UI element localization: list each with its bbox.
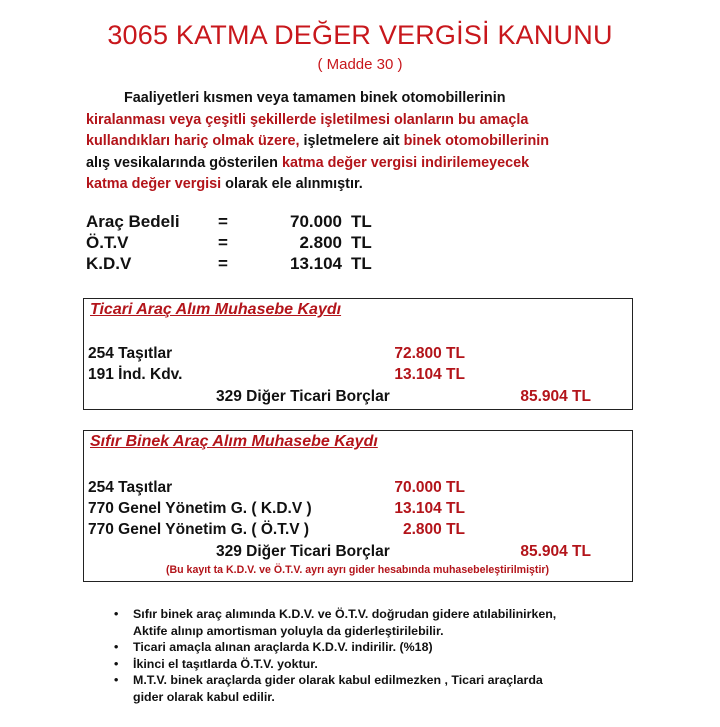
value-label: K.D.V	[86, 254, 132, 273]
list-item	[114, 639, 674, 656]
intro-line-5	[86, 174, 646, 196]
credit-amount: 85.904 TL	[520, 543, 591, 560]
intro-line-5-red: katma değer vergisi	[86, 176, 222, 192]
debit-amount: 2.800 TL	[402, 521, 465, 538]
bullet-icon: •	[114, 640, 119, 654]
value-equals: =	[218, 233, 228, 252]
ticari-record-title: Ticari Araç Alım Muhasebe Kaydı	[90, 301, 342, 318]
value-amount: 13.104	[290, 254, 342, 273]
value-row	[86, 212, 386, 233]
value-equals: =	[218, 212, 228, 231]
value-label: Araç Bedeli	[86, 212, 180, 231]
bullet-icon: •	[114, 607, 119, 621]
value-equals: =	[218, 254, 228, 273]
intro-line-5-black: olarak ele alınmıştır.	[221, 176, 363, 192]
article-subtitle: ( Madde 30 )	[317, 56, 403, 73]
value-currency: TL	[351, 254, 372, 273]
intro-line-3-black: işletmelere ait	[299, 133, 404, 149]
intro-line-1: Faaliyetleri kısmen veya tamamen binek otomobillerinin	[124, 90, 506, 106]
debit-amount: 13.104 TL	[394, 366, 465, 383]
value-currency: TL	[351, 212, 372, 231]
list-item	[114, 672, 674, 705]
list-item-line: Ticari amaçla alınan araçlarda K.D.V. indirilir. (%18)	[133, 640, 433, 654]
debit-amount: 72.800 TL	[394, 345, 465, 362]
intro-line-2: kiralanması veya çeşitli şekillerde işletilmesi olanların bu amaçla	[86, 111, 529, 128]
value-amount: 70.000	[290, 212, 342, 231]
debit-amount: 70.000 TL	[394, 479, 465, 496]
list-item	[114, 656, 674, 673]
list-item	[114, 606, 674, 639]
value-amount: 2.800	[299, 233, 342, 252]
debit-account: 191 İnd. Kdv.	[88, 366, 183, 383]
value-row	[86, 254, 386, 275]
value-label: Ö.T.V	[86, 233, 129, 252]
binek-record-note: (Bu kayıt ta K.D.V. ve Ö.T.V. ayrı ayrı gider hesabında muhasebeleştirilmiştir)	[165, 564, 550, 576]
list-item-line: gider olarak kabul edilir.	[133, 689, 275, 704]
list-item-line: İkinci el taşıtlarda Ö.T.V. yoktur.	[133, 656, 318, 671]
intro-line-3-red: kullandıkları hariç olmak üzere,	[86, 133, 300, 149]
binek-record-box	[83, 430, 633, 582]
value-list	[86, 212, 386, 275]
debit-account: 254 Taşıtlar	[88, 479, 173, 496]
debit-amount: 13.104 TL	[394, 500, 465, 517]
debit-account: 770 Genel Yönetim G. ( Ö.T.V )	[88, 521, 310, 538]
intro-line-4	[86, 153, 646, 175]
list-item-line: Sıfır binek araç alımında K.D.V. ve Ö.T.V. doğrudan gidere atılabilinirken,	[133, 607, 557, 621]
intro-line-4-black: alış vesikalarında gösterilen	[86, 154, 282, 171]
value-row	[86, 233, 386, 254]
bullet-icon: •	[114, 673, 119, 687]
debit-account: 770 Genel Yönetim G. ( K.D.V )	[88, 500, 312, 517]
list-item-line: M.T.V. binek araçlarda gider olarak kabul edilmezken , Ticari araçlarda	[133, 673, 543, 687]
intro-paragraph	[86, 88, 646, 196]
ticari-record-box	[83, 298, 633, 410]
value-currency: TL	[351, 233, 372, 252]
notes-list	[114, 606, 674, 705]
credit-amount: 85.904 TL	[520, 388, 591, 405]
debit-account: 254 Taşıtlar	[88, 345, 173, 362]
list-item-line: Aktife alınıp amortisman yoluyla da giderleştirilebilir.	[133, 623, 444, 638]
credit-account: 329 Diğer Ticari Borçlar	[216, 543, 390, 560]
intro-line-3-red2: binek otomobillerinin	[403, 133, 550, 149]
credit-account: 329 Diğer Ticari Borçlar	[216, 388, 390, 405]
intro-line-3	[86, 131, 646, 153]
page-title: 3065 KATMA DEĞER VERGİSİ KANUNU	[107, 20, 613, 50]
intro-line-4-red: katma değer vergisi indirilemeyecek	[281, 154, 530, 171]
binek-record-title: Sıfır Binek Araç Alım Muhasebe Kaydı	[90, 433, 378, 450]
bullet-icon: •	[114, 656, 119, 671]
